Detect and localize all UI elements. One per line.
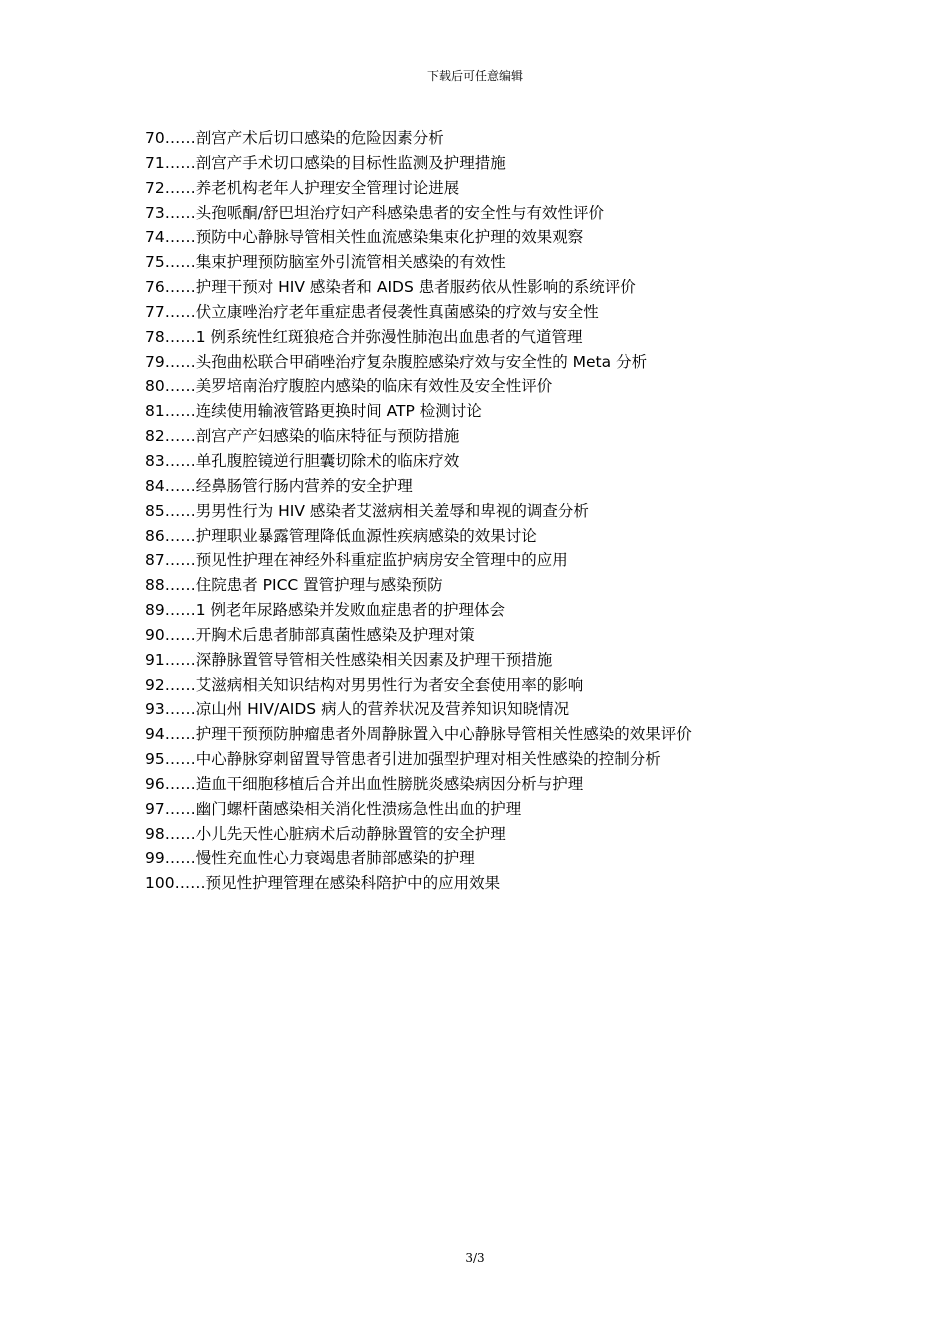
page-number: 3/3	[465, 1251, 485, 1265]
toc-item: 95……中心静脉穿刺留置导管患者引进加强型护理对相关性感染的控制分析	[145, 750, 661, 769]
toc-item: 78……1 例系统性红斑狼疮合并弥漫性肺泡出血患者的气道管理	[145, 327, 583, 346]
toc-item: 75……集束护理预防脑室外引流管相关感染的有效性	[145, 253, 506, 272]
toc-item: 84……经鼻肠管行肠内营养的安全护理	[145, 476, 413, 495]
toc-list	[145, 126, 865, 896]
toc-item: 88……住院患者 PICC 置管护理与感染预防	[145, 576, 443, 595]
toc-item: 74……预防中心静脉导管相关性血流感染集束化护理的效果观察	[145, 228, 584, 247]
toc-item: 91……深静脉置管导管相关性感染相关因素及护理干预措施	[145, 650, 553, 669]
toc-item: 82……剖宫产产妇感染的临床特征与预防措施	[145, 427, 460, 446]
toc-item: 79……头孢曲松联合甲硝唑治疗复杂腹腔感染疗效与安全性的 Meta 分析	[145, 352, 648, 371]
toc-item: 77……伏立康唑治疗老年重症患者侵袭性真菌感染的疗效与安全性	[145, 302, 599, 321]
toc-item: 72……养老机构老年人护理安全管理讨论进展	[145, 178, 460, 197]
toc-item: 86……护理职业暴露管理降低血源性疾病感染的效果讨论	[145, 526, 537, 545]
toc-item: 98……小儿先天性心脏病术后动静脉置管的安全护理	[145, 824, 506, 843]
toc-item: 100……预见性护理管理在感染科陪护中的应用效果	[145, 874, 501, 893]
toc-item: 94……护理干预预防肿瘤患者外周静脉置入中心静脉导管相关性感染的效果评价	[145, 725, 692, 744]
page-header: 下载后可任意编辑	[426, 69, 523, 83]
toc-item: 87……预见性护理在神经外科重症监护病房安全管理中的应用	[145, 551, 568, 570]
toc-item: 85……男男性行为 HIV 感染者艾滋病相关羞辱和卑视的调查分析	[145, 501, 589, 520]
toc-item: 96……造血干细胞移植后合并出血性膀胱炎感染病因分析与护理	[145, 774, 584, 793]
toc-item: 76……护理干预对 HIV 感染者和 AIDS 患者服药依从性影响的系统评价	[145, 278, 636, 297]
toc-item: 99……慢性充血性心力衰竭患者肺部感染的护理	[145, 849, 475, 868]
toc-item: 70……剖宫产术后切口感染的危险因素分析	[145, 129, 444, 147]
toc-item: 73……头孢哌酮/舒巴坦治疗妇产科感染患者的安全性与有效性评价	[145, 203, 604, 222]
toc-item: 97……幽门螺杆菌感染相关消化性溃疡急性出血的护理	[145, 799, 522, 818]
toc-item: 92……艾滋病相关知识结构对男男性行为者安全套使用率的影响	[145, 675, 584, 694]
toc-item: 93……凉山州 HIV/AIDS 病人的营养状况及营养知识知晓情况	[145, 700, 570, 719]
toc-item: 90……开胸术后患者肺部真菌性感染及护理对策	[145, 625, 475, 644]
toc-item: 81……连续使用输液管路更换时间 ATP 检测讨论	[145, 402, 482, 421]
toc-item: 83……单孔腹腔镜逆行胆囊切除术的临床疗效	[145, 451, 460, 470]
toc-item: 71……剖宫产手术切口感染的目标性监测及护理措施	[145, 153, 506, 172]
toc-item: 89……1 例老年尿路感染并发败血症患者的护理体会	[145, 601, 506, 620]
toc-item: 80……美罗培南治疗腹腔内感染的临床有效性及安全性评价	[145, 377, 553, 396]
